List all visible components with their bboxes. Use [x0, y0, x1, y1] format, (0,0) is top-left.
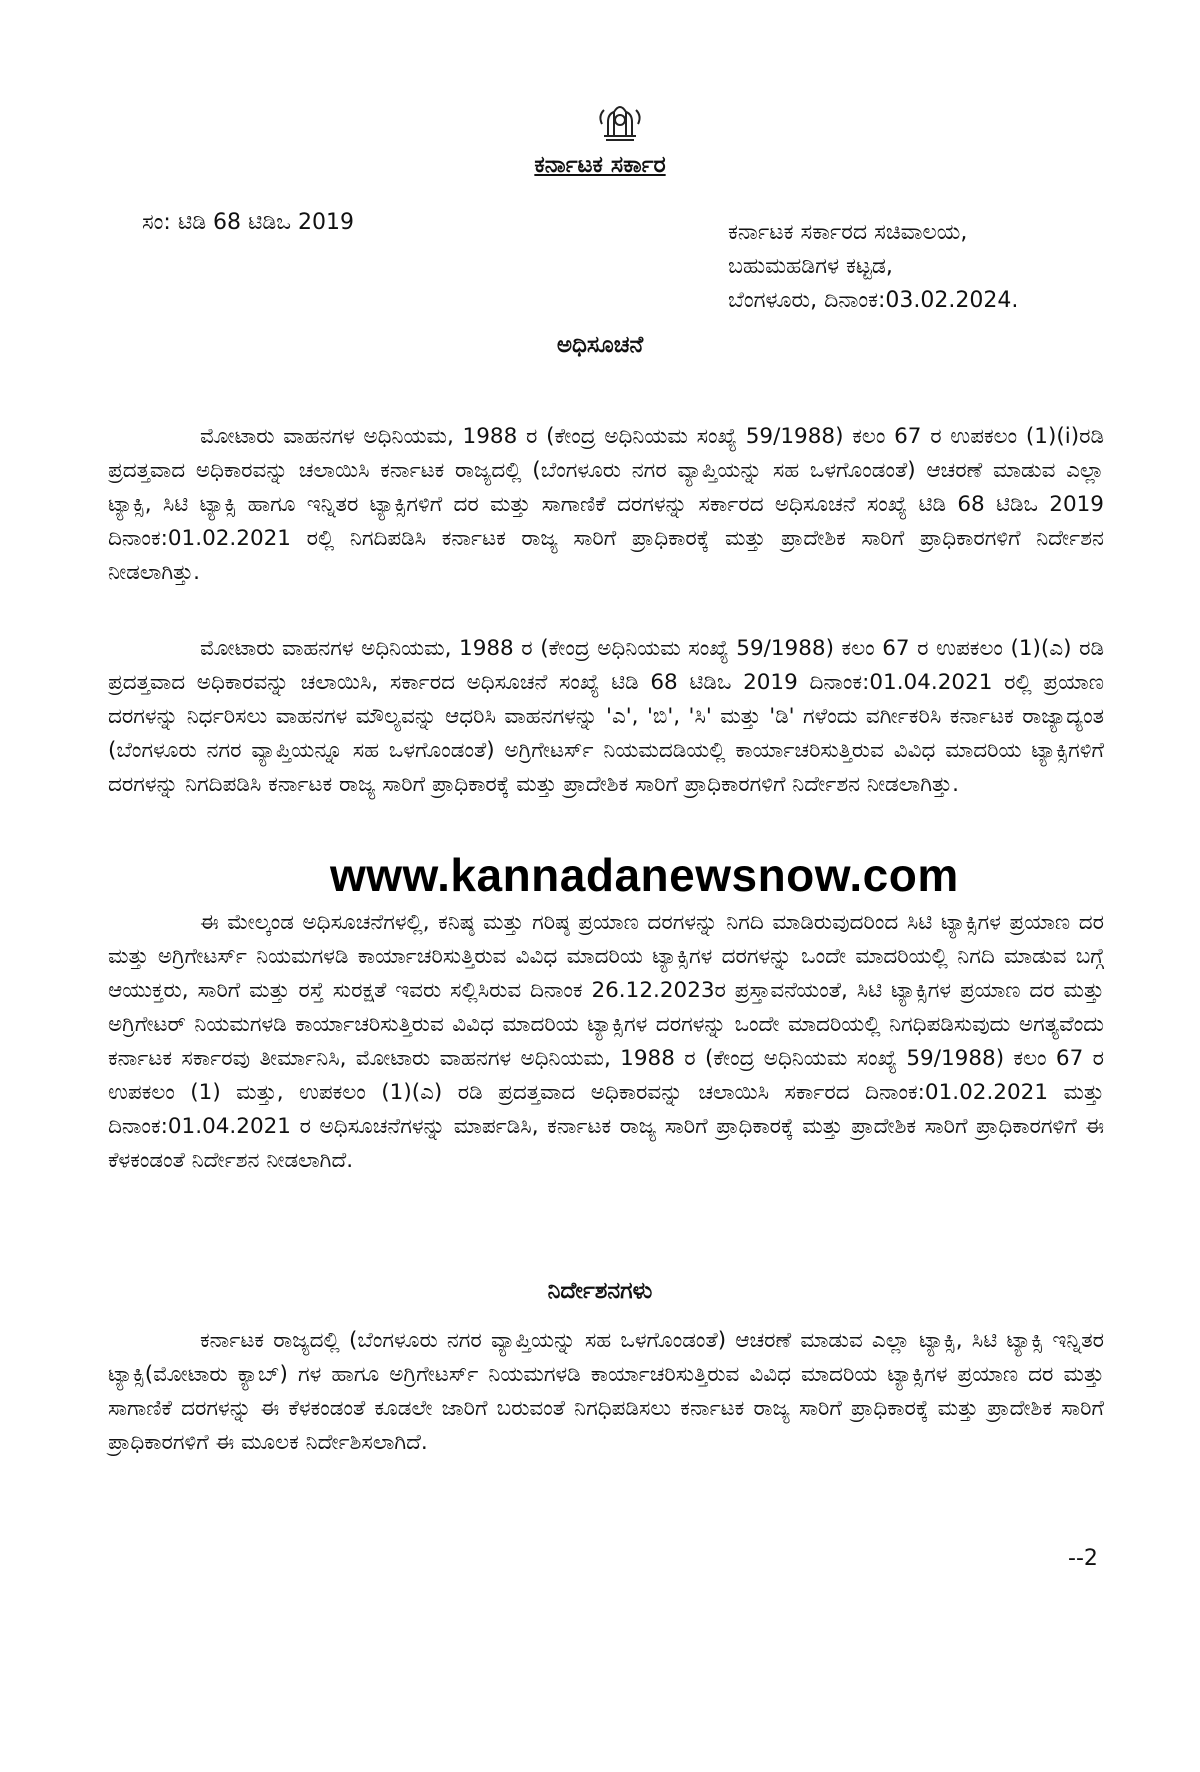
directions-paragraph: ಕರ್ನಾಟಕ ರಾಜ್ಯದಲ್ಲಿ (ಬೆಂಗಳೂರು ನಗರ ವ್ಯಾಪ್ತಿಯನ್ನು ಸಹ ಒಳಗೊಂಡಂತೆ) ಆಚರಣೆ ಮಾಡುವ ಎಲ್ಲಾ ಟ್ಯಾಕ್ಸಿ, ಸಿಟಿ ಟ್ಯಾಕ್ಸಿ ಇನ್ನಿತರ ಟ್ಯಾಕ್ಸಿ(ಮೋಟಾರು ಕ್ಯಾಬ್) ಗಳ ಹಾಗೂ ಅಗ್ರಿಗೇಟರ್ಸ್ ನಿಯಮಗಳಡಿ ಕಾರ್ಯಾಚರಿಸುತ್ತಿರುವ ವಿವಿಧ ಮಾದರಿಯ ಟ್ಯಾಕ್ಸಿಗಳ ಪ್ರಯಾಣ ದರ ಮತ್ತು ಸಾಗಾಣಿಕೆ ದರಗಳನ್ನು ಈ ಕೆಳಕಂಡಂತೆ ಕೂಡಲೇ ಜಾರಿಗೆ ಬರುವಂತೆ ನಿಗಧಿಪಡಿಸಲು ಕರ್ನಾಟಕ ರಾಜ್ಯ ಸಾರಿಗೆ ಪ್ರಾಧಿಕಾರಕ್ಕೆ ಮತ್ತು ಪ್ರಾದೇಶಿಕ ಸಾರಿಗೆ ಪ್ರಾಧಿಕಾರಗಳಿಗೆ ಈ ಮೂಲಕ ನಿರ್ದೇಶಿಸಲಾಗಿದೆ.	[108, 1328, 1104, 1455]
reference-number: ಸಂ: ಟಿಡಿ 68 ಟಿಡಿಒ 2019	[142, 210, 355, 235]
paragraph-3: ಈ ಮೇಲ್ಕಂಡ ಅಧಿಸೂಚನೆಗಳಲ್ಲಿ, ಕನಿಷ್ಠ ಮತ್ತು ಗರಿಷ್ಠ ಪ್ರಯಾಣ ದರಗಳನ್ನು ನಿಗದಿ ಮಾಡಿರುವುದರಿಂದ ಸಿಟಿ ಟ್ಯಾಕ್ಸಿಗಳ ಪ್ರಯಾಣ ದರ ಮತ್ತು ಅಗ್ರಿಗೇಟರ್ಸ್ ನಿಯಮಗಳಡಿ ಕಾರ್ಯಾಚರಿಸುತ್ತಿರುವ ವಿವಿಧ ಮಾದರಿಯ ಟ್ಯಾಕ್ಸಿಗಳ ದರಗಳನ್ನು ಒಂದೇ ಮಾದರಿಯಲ್ಲಿ ನಿಗದಿ ಮಾಡುವ ಬಗ್ಗೆ ಆಯುಕ್ತರು, ಸಾರಿಗೆ ಮತ್ತು ರಸ್ತೆ ಸುರಕ್ಷತೆ ಇವರು ಸಲ್ಲಿಸಿರುವ ದಿನಾಂಕ 26.12.2023ರ ಪ್ರಸ್ತಾವನೆಯಂತೆ, ಸಿಟಿ ಟ್ಯಾಕ್ಸಿಗಳ ಪ್ರಯಾಣ ದರ ಮತ್ತು ಅಗ್ರಿಗೇಟರ್ ನಿಯಮಗಳಡಿ ಕಾರ್ಯಾಚರಿಸುತ್ತಿರುವ ವಿವಿಧ ಮಾದರಿಯ ಟ್ಯಾಕ್ಸಿಗಳ ದರಗಳನ್ನು ಒಂದೇ ಮಾದರಿಯಲ್ಲಿ ನಿಗಧಿಪಡಿಸುವುದು ಅಗತ್ಯವೆಂದು ಕರ್ನಾಟಕ ಸರ್ಕಾರವು ತೀರ್ಮಾನಿಸಿ, ಮೋಟಾರು ವಾಹನಗಳ ಅಧಿನಿಯಮ, 1988 ರ (ಕೇಂದ್ರ ಅಧಿನಿಯಮ ಸಂಖ್ಯೆ 59/1988) ಕಲಂ 67 ರ ಉಪಕಲಂ (1) ಮತ್ತು, ಉಪಕಲಂ (1)(ಎ) ರಡಿ ಪ್ರದತ್ತವಾದ ಅಧಿಕಾರವನ್ನು ಚಲಾಯಿಸಿ ಸರ್ಕಾರದ ದಿನಾಂಕ:01.02.2021 ಮತ್ತು ದಿನಾಂಕ:01.04.2021 ರ ಅಧಿಸೂಚನೆಗಳನ್ನು ಮಾರ್ಪಡಿಸಿ, ಕರ್ನಾಟಕ ರಾಜ್ಯ ಸಾರಿಗೆ ಪ್ರಾಧಿಕಾರಕ್ಕೆ ಮತ್ತು ಪ್ರಾದೇಶಿಕ ಸಾರಿಗೆ ಪ್ರಾಧಿಕಾರಗಳಿಗೆ ಈ ಕೆಳಕಂಡಂತೆ ನಿರ್ದೇಶನ ನೀಡಲಾಗಿದೆ.	[108, 910, 1104, 1173]
page-number: --2	[1068, 1546, 1098, 1571]
directions-title: ನಿರ್ದೇಶನಗಳು	[547, 1278, 653, 1304]
government-title: ಕರ್ನಾಟಕ ಸರ್ಕಾರ	[534, 152, 666, 178]
office-line: ಕರ್ನಾಟಕ ಸರ್ಕಾರದ ಸಚಿವಾಲಯ,	[728, 220, 968, 245]
paragraph-2: ಮೋಟಾರು ವಾಹನಗಳ ಅಧಿನಿಯಮ, 1988 ರ (ಕೇಂದ್ರ ಅಧಿನಿಯಮ ಸಂಖ್ಯೆ 59/1988) ಕಲಂ 67 ರ ಉಪಕಲಂ (1)(ಎ) ರಡಿ ಪ್ರದತ್ತವಾದ ಅಧಿಕಾರವನ್ನು ಚಲಾಯಿಸಿ, ಸರ್ಕಾರದ ಅಧಿಸೂಚನೆ ಸಂಖ್ಯೆ ಟಿಡಿ 68 ಟಿಡಿಒ 2019 ದಿನಾಂಕ:01.04.2021 ರಲ್ಲಿ ಪ್ರಯಾಣ ದರಗಳನ್ನು ನಿರ್ಧರಿಸಲು ವಾಹನಗಳ ಮೌಲ್ಯವನ್ನು ಆಧರಿಸಿ ವಾಹನಗಳನ್ನು 'ಎ', 'ಬಿ', 'ಸಿ' ಮತ್ತು 'ಡಿ' ಗಳೆಂದು ವರ್ಗೀಕರಿಸಿ ಕರ್ನಾಟಕ ರಾಜ್ಯಾದ್ಯಂತ (ಬೆಂಗಳೂರು ನಗರ ವ್ಯಾಪ್ತಿಯನ್ನೂ ಸಹ ಒಳಗೊಂಡಂತೆ) ಅಗ್ರಿಗೇಟರ್ಸ್ ನಿಯಮದಡಿಯಲ್ಲಿ ಕಾರ್ಯಾಚರಿಸುತ್ತಿರುವ ವಿವಿಧ ಮಾದರಿಯ ಟ್ಯಾಕ್ಸಿಗಳಿಗೆ ದರಗಳನ್ನು ನಿಗದಿಪಡಿಸಿ ಕರ್ನಾಟಕ ರಾಜ್ಯ ಸಾರಿಗೆ ಪ್ರಾಧಿಕಾರಕ್ಕೆ ಮತ್ತು ಪ್ರಾದೇಶಿಕ ಸಾರಿಗೆ ಪ್ರಾಧಿಕಾರಗಳಿಗೆ ನಿರ್ದೇಶನ ನೀಡಲಾಗಿತ್ತು.	[108, 636, 1104, 797]
paragraph-1: ಮೋಟಾರು ವಾಹನಗಳ ಅಧಿನಿಯಮ, 1988 ರ (ಕೇಂದ್ರ ಅಧಿನಿಯಮ ಸಂಖ್ಯೆ 59/1988) ಕಲಂ 67 ರ ಉಪಕಲಂ (1)(i)ರಡಿ ಪ್ರದತ್ತವಾದ ಅಧಿಕಾರವನ್ನು ಚಲಾಯಿಸಿ ಕರ್ನಾಟಕ ರಾಜ್ಯದಲ್ಲಿ (ಬೆಂಗಳೂರು ನಗರ ವ್ಯಾಪ್ತಿಯನ್ನು ಸಹ ಒಳಗೊಂಡಂತೆ) ಆಚರಣೆ ಮಾಡುವ ಎಲ್ಲಾ ಟ್ಯಾಕ್ಸಿ, ಸಿಟಿ ಟ್ಯಾಕ್ಸಿ ಹಾಗೂ ಇನ್ನಿತರ ಟ್ಯಾಕ್ಸಿಗಳಿಗೆ ದರ ಮತ್ತು ಸಾಗಾಣಿಕೆ ದರಗಳನ್ನು ಸರ್ಕಾರದ ಅಧಿಸೂಚನೆ ಸಂಖ್ಯೆ ಟಿಡಿ 68 ಟಿಡಿಒ 2019 ದಿನಾಂಕ:01.02.2021 ರಲ್ಲಿ ನಿಗದಿಪಡಿಸಿ ಕರ್ನಾಟಕ ರಾಜ್ಯ ಸಾರಿಗೆ ಪ್ರಾಧಿಕಾರಕ್ಕೆ ಮತ್ತು ಪ್ರಾದೇಶಿಕ ಸಾರಿಗೆ ಪ್ರಾಧಿಕಾರಗಳಿಗೆ ನಿರ್ದೇಶನ ನೀಡಲಾಗಿತ್ತು.	[108, 424, 1104, 585]
website-watermark: www.kannadanewsnow.com	[330, 849, 959, 901]
office-line: ಬೆಂಗಳೂರು, ದಿನಾಂಕ:03.02.2024.	[728, 288, 1019, 313]
office-line: ಬಹುಮಹಡಿಗಳ ಕಟ್ಟಡ,	[728, 254, 893, 279]
karnataka-emblem-icon	[594, 96, 646, 148]
notification-title: ಅಧಿಸೂಚನೆ	[556, 332, 644, 358]
office-address	[728, 216, 1018, 318]
